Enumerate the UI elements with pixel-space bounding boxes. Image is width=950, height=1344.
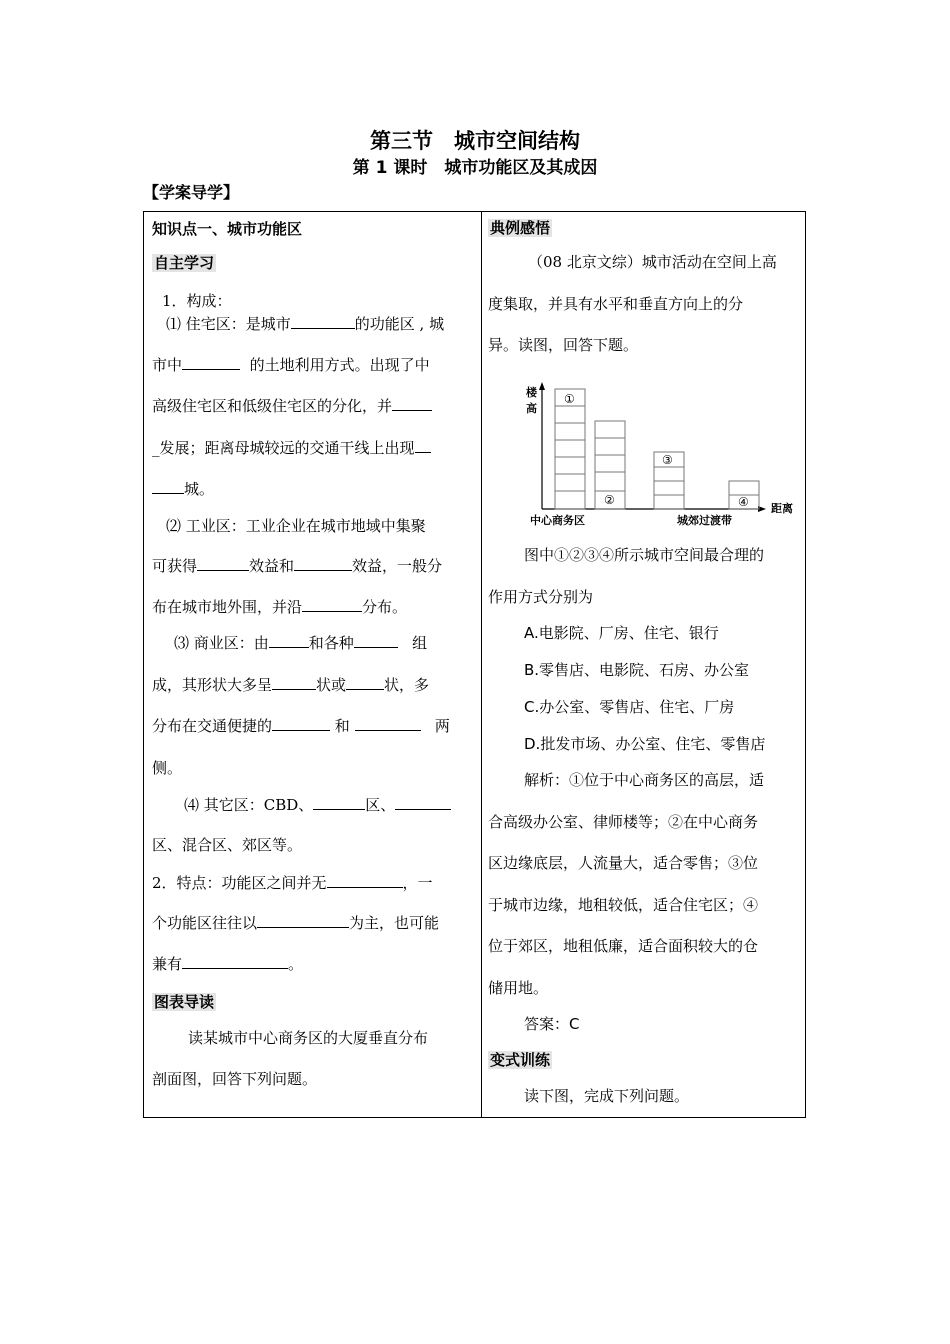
y-axis-arrow <box>539 382 545 390</box>
residential-line-3: 高级住宅区和低级住宅区的分化，并 <box>152 395 432 416</box>
column-divider <box>481 212 482 1117</box>
marker-4: ④ <box>738 495 749 509</box>
page-subtitle: 第 1 课时 城市功能区及其成因 <box>352 158 598 178</box>
question-line-2: 作用方式分别为 <box>488 588 594 606</box>
chart-reading-line-1: 读某城市中心商务区的大厦垂直分布 <box>188 1029 429 1047</box>
commercial-line-3: 分布在交通便捷的 和 两 <box>152 717 450 735</box>
commercial-line-2: 成，其形状大多呈 状或 状，多 <box>152 676 430 694</box>
building-height-diagram <box>485 380 805 530</box>
analysis-line-5: 位于郊区，地租低廉，适合面积较大的仓 <box>488 937 759 955</box>
page-title: 第三节 城市空间结构 <box>370 129 580 153</box>
question-line-1: 图中①②③④所示城市空间最合理的 <box>524 546 765 564</box>
cbd-label: 中心商务区 <box>530 514 585 527</box>
y-axis-label-1: 楼 <box>526 386 537 399</box>
option-d: D.批发市场、办公室、住宅、零售店 <box>524 735 766 753</box>
option-b: B.零售店、电影院、石房、办公室 <box>524 661 750 679</box>
x-axis-label: 距离 <box>771 502 793 515</box>
analysis-line-6: 储用地。 <box>488 979 549 997</box>
features-line-3: 兼有 。 <box>152 955 304 973</box>
variant-line-1: 读下图，完成下列问题。 <box>524 1087 690 1105</box>
content-table <box>143 211 806 1118</box>
marker-2: ② <box>604 493 615 507</box>
other-line-1: ⑷ 其它区：CBD、 区、 <box>184 794 451 815</box>
marker-3: ③ <box>662 453 673 467</box>
features-line-2: 个功能区往往以 为主，也可能 <box>152 914 440 932</box>
commercial-line-4: 侧。 <box>152 759 183 777</box>
example-label: 典例感悟 <box>490 219 551 237</box>
y-axis-label-2: 高 <box>526 402 537 415</box>
residential-line-4: _发展；距离母城较远的交通干线上出现 <box>152 437 431 458</box>
commercial-line-1: ⑶ 商业区：由 和各种 组 <box>174 634 428 652</box>
analysis-line-3: 区边缘底层，人流量大，适合零售；③位 <box>488 854 759 872</box>
example-line-2: 度集取，并具有水平和垂直方向上的分 <box>488 295 744 313</box>
section-heading: 【学案导学】 <box>143 183 240 202</box>
suburb-label: 城郊过渡带 <box>677 514 732 527</box>
analysis-line-1: 解析：①位于中心商务区的高层，适 <box>524 771 765 789</box>
marker-1: ① <box>564 392 575 406</box>
residential-line-5: 城。 <box>152 478 214 499</box>
features-line-1: 2．特点：功能区之间并无 ，一 <box>152 874 433 892</box>
knowledge-point-title: 知识点一、城市功能区 <box>152 220 303 238</box>
analysis-line-4: 于城市边缘，地租较低，适合住宅区；④ <box>488 896 759 914</box>
industrial-line-1: ⑵ 工业区：工业企业在城市地域中集聚 <box>166 517 426 535</box>
residential-line-2: 市中 的土地利用方式。出现了中 <box>152 356 430 374</box>
building-1 <box>555 389 585 509</box>
chart-reading-label: 图表导读 <box>154 993 215 1011</box>
industrial-line-2: 可获得 效益和 效益，一般分 <box>152 557 443 575</box>
chart-reading-line-2: 剖面图，回答下列问题。 <box>152 1070 318 1088</box>
residential-line-1: ⑴ 住宅区：是城市 的功能区 , 城 <box>166 315 445 333</box>
analysis-line-2: 合高级办公室、律师楼等；②在中心商务 <box>488 813 759 831</box>
item-composition: 1．构成： <box>162 292 232 310</box>
variant-label: 变式训练 <box>490 1051 551 1069</box>
example-line-1: （08 北京文综）城市活动在空间上高 <box>528 253 777 271</box>
industrial-line-3: 布在城市地外围，并沿 分布。 <box>152 598 408 616</box>
answer: 答案：C <box>524 1015 580 1033</box>
example-line-3: 异。读图，回答下题。 <box>488 336 639 354</box>
self-study-label: 自主学习 <box>154 254 215 272</box>
option-c: C.办公室、零售店、住宅、厂房 <box>524 698 735 716</box>
other-line-2: 区、混合区、郊区等。 <box>152 836 303 854</box>
option-a: A.电影院、厂房、住宅、银行 <box>524 624 719 642</box>
